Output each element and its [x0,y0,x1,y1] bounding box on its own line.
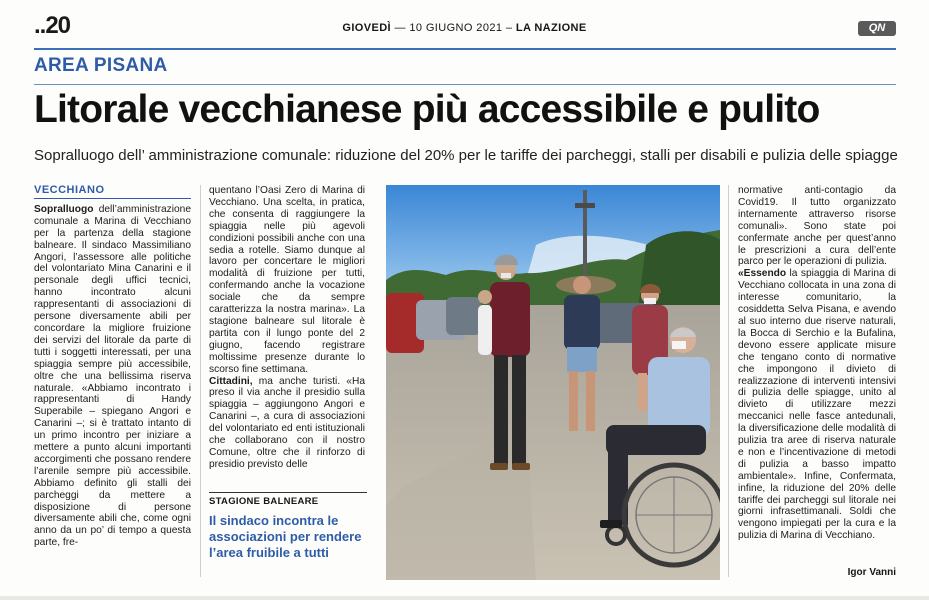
column-divider [200,185,201,577]
dateline-day: GIOVEDÌ [342,22,392,34]
page-header [0,0,929,48]
column-2-text-a: quentano l’Oasi Zero di Marina di Vecchiano. Una scelta, in pratica, che consenta di raggiungere la spiaggia nelle più agevoli condizioni possibili anche con una sedia a rotelle. Siamo dunque al lavoro per concertare le migliori modalità di fruizione per tutti, confermando anche la vocazione sociale che da sempre caratterizza la nostra marina». La stagione balneare sul litorale è partita con il lungo ponte del 2 giugno, facendo registrare moltissime presenze durante lo scorso fine settimana. [209,185,365,375]
page-bottom-border [0,596,929,600]
dateline-date: 10 GIUGNO 2021 [409,22,503,34]
dateline-paper: LA NAZIONE [515,22,587,34]
column-3-text-a: normative anti-contagio da Covid19. Il tutto organizzato internamente attraverso risorse comunali». Sono state poi confermate anche per quest’anno le prescrizioni a cura dell’ente parco per le operazioni di pulizia. [738,185,896,268]
column-1-text: dell’amministrazione comunale a Marina di Vecchiano per la partenza della stagione balneare. Il sindaco Massimiliano Angori, l’assessore alle politiche del volontariato Mina Canarini e il personale degli uffici tecnici, hanno incontrato alcuni rappresentanti di associazioni di persone diversamente abili per concordare la migliore fruizione dei servizi del litorale da parte di tutti i soggetti interessati, per una spiaggia sempre più accessibile, oltre che una bellissima riserva naturale. «Abbiamo incontrato i rappresentanti di Handy Superabile – spiegano Angori e Canarini –; si è trattato intanto di un primo incontro per iniziare a mettere a punto alcuni importanti accorgimenti che possano rendere l’arenile sempre più accessibile. Abbiamo definito gli stalli dei parcheggi da mettere a disposizione di persone diversamente abili che, come ogni anno da un po’ di tempo a questa parte, fre- [34,203,191,549]
column-divider [728,185,729,577]
page-number: ..20 [34,12,71,39]
section-title: AREA PISANA [34,55,168,76]
headline: Litorale vecchianese più accessibile e pulito [34,88,820,131]
qn-logo: QN [858,21,896,36]
dateline: GIOVEDÌ — 10 GIUGNO 2021 – LA NAZIONE [342,22,587,34]
box-title: Il sindaco incontra le associazioni per rendere l’area fruibile a tutti [209,513,362,560]
article-column-1 [34,185,191,549]
article-column-2 [209,185,365,471]
column-2-lead-word: Cittadini, [209,375,253,387]
beach-inspection-photo [386,185,720,580]
column-3-text-b: la spiaggia di Marina di Vecchiano collocata in una zona di interesse comunitario, la cosiddetta Selva Pisana, e avendo al suo interno due riserve naturali, la Bocca di Serchio e la Bufalina, devono essere applicate misure che tengano conto di normative che impongono il divieto di realizzazione di interventi intensivi di pulizia delle spiagge, unito al divieto di utilizzare mezzi meccanici nelle fasce antedunali, la diversificazione delle modalità di pulizia tra aree di riserva naturale e non e l’incentivazione di metodi di pulizia a basso impatto ambientale». Infine, Confermata, infine, la riduzione del 20% delle tariffe dei parcheggi sul litorale nei giorni infrasettimanali. Soldi che vengono impiegati per la cura e la pulizia di Marina di Vecchiano. [738,268,896,542]
column-2-text-b: ma anche turisti. «Ha preso il via anche il presidio sulla spiaggia – aggiungono Angori e Canarini –, a cura di associazioni del volontariato ed enti istituzionali che collaborano con il nostro Comune, oltre che il rinforzo di presidio previsto delle [209,375,365,470]
lead-word: Sopralluogo [34,203,94,215]
section-rule [34,84,896,85]
article-column-3 [738,185,896,542]
subheadline: Sopralluogo dell’ amministrazione comunale: riduzione del 20% per le tariffe dei parcheggi, stalli per disabili e pulizia delle spiagge [34,147,898,164]
article-kicker: VECCHIANO [34,185,191,199]
box-kicker: STAGIONE BALNEARE [209,496,319,507]
sidebar-box [209,492,367,561]
header-rule [34,48,896,50]
column-3-lead-word: «Essendo [738,268,787,280]
author-signature: Igor Vanni [847,567,896,578]
article-photo [386,185,720,580]
